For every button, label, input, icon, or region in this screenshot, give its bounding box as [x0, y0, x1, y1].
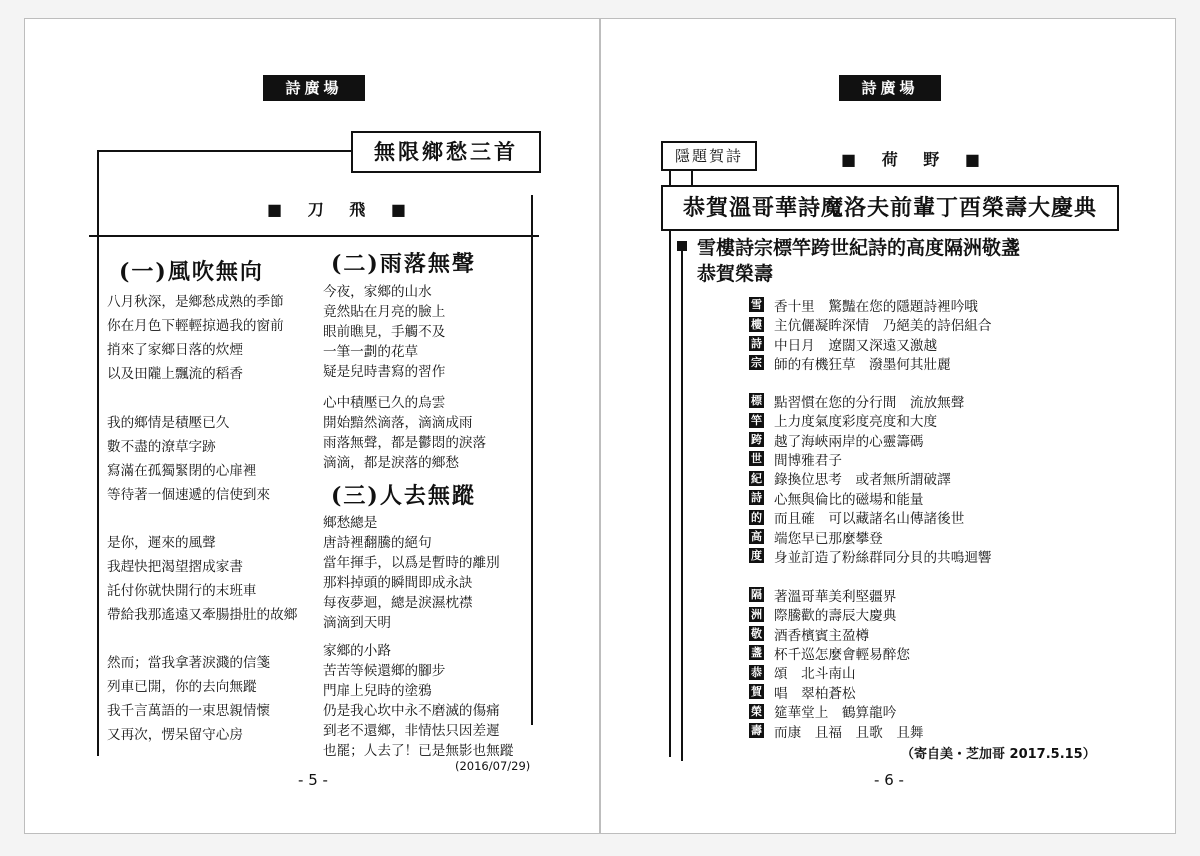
acrostic-line	[749, 391, 964, 410]
acrostic-initial: 跨	[751, 432, 762, 446]
acrostic-text: 唱 翠柏蒼松	[774, 685, 856, 702]
author-name: ■ 刀 飛 ■	[267, 200, 416, 219]
acrostic-line	[749, 527, 883, 546]
square-bullet-icon	[677, 241, 687, 251]
acrostic-initial: 度	[751, 549, 762, 563]
acrostic-text: 主伉儷凝眸深情 乃絕美的詩侶組合	[774, 318, 992, 335]
acrostic-line	[749, 410, 937, 429]
frame-line	[669, 167, 671, 757]
poem-3-stanza-2: 家鄉的小路 苦苦等候還鄉的腳步 門扉上兒時的塗鴉 仍是我心坎中永不磨滅的傷痛 到老不還鄉，非情怯只因差遲 也罷；人去了！已是無影也無蹤	[323, 643, 514, 759]
acrostic-line	[749, 624, 869, 643]
poem-1-title: (一)風吹無向	[119, 259, 264, 285]
acrostic-text: 筵華堂上 鶴算龍吟	[774, 705, 897, 722]
poem-3-stanza-1: 鄉愁總是 唐詩裡翻騰的絕句 當年揮手，以爲是暫時的離別 那料掉頭的瞬間即成永訣 每夜夢迴，總是淚濕枕襟 滴滴到天明	[323, 515, 500, 631]
acrostic-initial: 壽	[751, 723, 762, 737]
acrostic-initial: 隔	[751, 588, 762, 602]
acrostic-initial: 紀	[751, 471, 762, 485]
acrostic-line	[749, 682, 856, 701]
acrostic-line	[749, 663, 856, 682]
acrostic-initial: 榮	[751, 704, 762, 718]
poem-subtitle: 雪樓詩宗標竿跨世紀詩的高度隔洲敬盞 恭賀榮壽	[697, 237, 1021, 285]
category-tag: 隱題賀詩	[661, 141, 757, 171]
acrostic-line	[749, 469, 951, 488]
poem-1-stanza-1: 八月秋深，是鄉愁成熟的季節 你在月色下輕輕掠過我的窗前 捎來了家鄉日落的炊煙 以及田隴上飄流的稻香	[107, 294, 284, 382]
acrostic-initial: 敬	[751, 626, 762, 640]
frame-line	[89, 235, 539, 237]
header-tag: 詩廣場	[263, 75, 365, 101]
acrostic-initial: 的	[751, 510, 762, 524]
acrostic-text: 著溫哥華美利堅疆界	[774, 588, 897, 605]
acrostic-initial: 洲	[751, 607, 762, 621]
acrostic-text: 際騰歡的壽辰大慶典	[774, 608, 897, 625]
acrostic-text: 香十里 驚豔在您的隱題詩裡吟哦	[774, 298, 978, 315]
acrostic-initial: 詩	[751, 336, 762, 350]
acrostic-text: 上力度氣度彩度亮度和大度	[774, 414, 938, 431]
poem-title: 恭賀溫哥華詩魔洛夫前輩丁酉榮壽大慶典	[661, 185, 1119, 231]
acrostic-line	[749, 643, 910, 662]
poem-2-title: (二)雨落無聲	[331, 251, 476, 277]
acrostic-initial: 賀	[751, 685, 762, 699]
acrostic-text: 師的有機狂草 潑墨何其壯麗	[774, 356, 951, 373]
acrostic-line	[749, 546, 992, 565]
acrostic-text: 酒香檳賓主盈樽	[774, 627, 870, 644]
poem-2-stanza-1: 今夜，家鄉的山水 竟然貼在月亮的臉上 眼前瞧見，手觸不及 一筆一劃的花草 疑是兒時書寫的習作	[323, 284, 446, 380]
acrostic-text: 錄換位思考 或者無所謂破譯	[774, 472, 951, 489]
acrostic-text: 間博雅君子	[774, 452, 842, 469]
acrostic-text: 中日月 遼闊又深遠又激越	[774, 337, 938, 354]
page-number: - 5 -	[298, 771, 328, 789]
acrostic-line	[749, 488, 924, 507]
signature: （寄自美・芝加哥 2017.5.15）	[901, 747, 1096, 762]
acrostic-line	[749, 314, 992, 333]
acrostic-text: 越了海峽兩岸的心靈籌碼	[774, 433, 924, 450]
frame-line	[681, 251, 683, 761]
poem-1-stanza-3: 是你，遲來的風聲 我趕快把渴望摺成家書 託付你就快開行的末班車 帶給我那遙遠又牽腸掛肚的故鄉	[107, 535, 298, 623]
acrostic-initial: 世	[751, 452, 762, 466]
acrostic-line	[749, 430, 924, 449]
right-page	[600, 18, 1176, 834]
header-tag: 詩廣場	[839, 75, 941, 101]
left-page	[24, 18, 600, 834]
poem-1-stanza-4: 然而；當我拿著淚濺的信箋 列車已開，你的去向無蹤 我千言萬語的一束思親情懷 又再次，愣呆留守心房	[107, 655, 271, 743]
acrostic-text: 頌 北斗南山	[774, 666, 856, 683]
poem-3-title: (三)人去無蹤	[331, 483, 476, 509]
poem-date: (2016/07/29)	[455, 759, 531, 773]
acrostic-initial: 恭	[751, 665, 762, 679]
acrostic-text: 端您早已那麼攀登	[774, 530, 883, 547]
acrostic-line	[749, 507, 964, 526]
acrostic-line	[749, 295, 978, 314]
frame-line	[531, 195, 533, 725]
acrostic-initial: 宗	[751, 356, 762, 370]
acrostic-initial: 高	[751, 529, 762, 543]
acrostic-initial: 標	[751, 394, 762, 408]
poem-series-title: 無限鄉愁三首	[351, 131, 541, 173]
frame-line	[97, 150, 99, 756]
frame-line	[97, 150, 353, 152]
acrostic-text: 而且確 可以藏諸名山傳諸後世	[774, 511, 965, 528]
acrostic-initial: 詩	[751, 491, 762, 505]
poem-1-stanza-2: 我的鄉情是積壓已久 數不盡的潦草字跡 寫滿在孤獨緊閉的心扉裡 等待著一個速遞的信使到來	[107, 415, 271, 503]
acrostic-initial: 樓	[751, 317, 762, 331]
author-name: ■ 荷 野 ■	[841, 150, 990, 169]
acrostic-line	[749, 604, 896, 623]
acrostic-line	[749, 449, 842, 468]
poem-2-stanza-2: 心中積壓已久的烏雲 開始黯然滴落，滴滴成雨 雨落無聲，都是鬱悶的淚落 滴滴，都是淚落的鄉愁	[323, 395, 487, 471]
acrostic-initial: 雪	[751, 298, 762, 312]
acrostic-text: 心無與倫比的磁場和能量	[774, 491, 924, 508]
acrostic-line	[749, 585, 896, 604]
acrostic-text: 身並訂造了粉絲群同分貝的共鳴迴響	[774, 549, 992, 566]
acrostic-line	[749, 334, 937, 353]
acrostic-text: 杯千巡怎麼會輕易醉您	[774, 646, 910, 663]
acrostic-text: 點習慣在您的分行間 流放無聲	[774, 394, 965, 411]
acrostic-text: 而康 且福 且歌 且舞	[774, 724, 924, 741]
acrostic-line	[749, 721, 924, 740]
acrostic-initial: 竿	[751, 413, 762, 427]
acrostic-initial: 盞	[751, 646, 762, 660]
page-number: - 6 -	[874, 771, 904, 789]
acrostic-line	[749, 701, 896, 720]
acrostic-line	[749, 353, 951, 372]
